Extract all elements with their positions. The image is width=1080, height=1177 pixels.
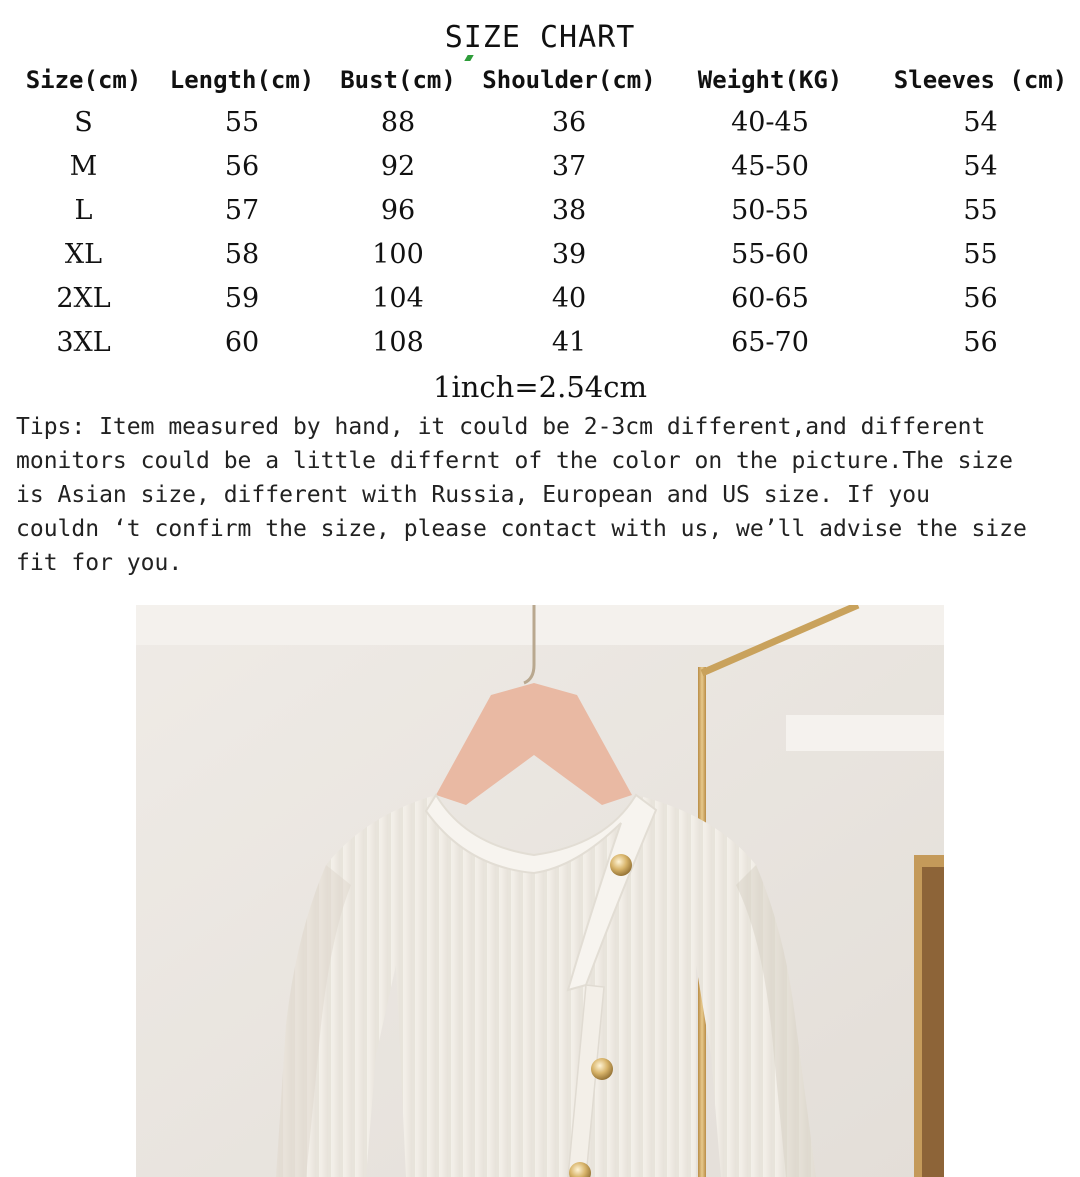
table-header-row: [0, 60, 1080, 100]
bust-cell: 108: [372, 326, 424, 358]
gold-button: [591, 1058, 613, 1080]
sleeves-cell: 54: [963, 150, 998, 182]
table-row: [0, 276, 1080, 320]
bust-cell: 104: [372, 282, 424, 314]
length-cell: 60: [224, 326, 260, 358]
sleeves-cell: 56: [963, 326, 998, 358]
shoulder-cell: 41: [551, 326, 587, 358]
size-cell: M: [69, 150, 98, 182]
size-cell: S: [74, 106, 93, 138]
header-bust: Bust(cm): [340, 66, 456, 94]
length-cell: 59: [224, 282, 260, 314]
size-chart-title: SIZE CHART: [444, 20, 636, 55]
door-inner: [922, 867, 944, 1177]
shoulder-cell: 39: [551, 238, 587, 270]
shoulder-cell: 40: [551, 282, 587, 314]
tips-paragraph: Tips: Item measured by hand, it could be 2-3cm different,and different monitors could be a little differnt of the color on the picture.The size is Asian size, different with Russia, European and US size. If you couldn ‘t confirm the size, please contact with us, we’ll advise the size fit for you.: [16, 414, 1027, 576]
ceiling: [136, 605, 944, 645]
wall-ledge: [786, 715, 944, 751]
table-row: [0, 320, 1080, 364]
sweater-illustration: [136, 605, 944, 1177]
size-cell: 3XL: [56, 326, 111, 358]
weight-cell: 65-70: [731, 326, 809, 358]
weight-cell: 55-60: [731, 238, 809, 270]
size-cell: XL: [64, 238, 103, 270]
table-row: [0, 232, 1080, 276]
shoulder-cell: 37: [551, 150, 587, 182]
sleeves-cell: 54: [963, 106, 998, 138]
header-sleeves: Sleeves (cm): [893, 66, 1068, 94]
header-shoulder: Shoulder(cm): [482, 66, 656, 94]
length-cell: 55: [224, 106, 260, 138]
bust-cell: 92: [380, 150, 416, 182]
table-row: [0, 100, 1080, 144]
length-cell: 56: [224, 150, 260, 182]
length-cell: 58: [224, 238, 260, 270]
weight-cell: 50-55: [731, 194, 809, 226]
bust-cell: 88: [380, 106, 416, 138]
weight-cell: 45-50: [731, 150, 809, 182]
product-photo: [136, 605, 944, 1177]
shoulder-cell: 36: [551, 106, 587, 138]
table-row: [0, 144, 1080, 188]
size-cell: L: [74, 194, 93, 226]
gold-button: [610, 854, 632, 876]
weight-cell: 60-65: [731, 282, 809, 314]
header-weight: Weight(KG): [697, 66, 843, 94]
sleeves-cell: 55: [963, 238, 998, 270]
table-row: [0, 188, 1080, 232]
header-size: Size(cm): [25, 66, 142, 94]
weight-cell: 40-45: [731, 106, 809, 138]
bust-cell: 100: [372, 238, 424, 270]
bust-cell: 96: [380, 194, 416, 226]
sleeves-cell: 55: [963, 194, 998, 226]
length-cell: 57: [224, 194, 260, 226]
shoulder-cell: 38: [551, 194, 587, 226]
size-table: [0, 60, 1080, 364]
inch-conversion-note: 1inch=2.54cm: [433, 370, 647, 404]
sleeves-cell: 56: [963, 282, 998, 314]
header-length: Length(cm): [169, 66, 315, 94]
size-cell: 2XL: [56, 282, 111, 314]
